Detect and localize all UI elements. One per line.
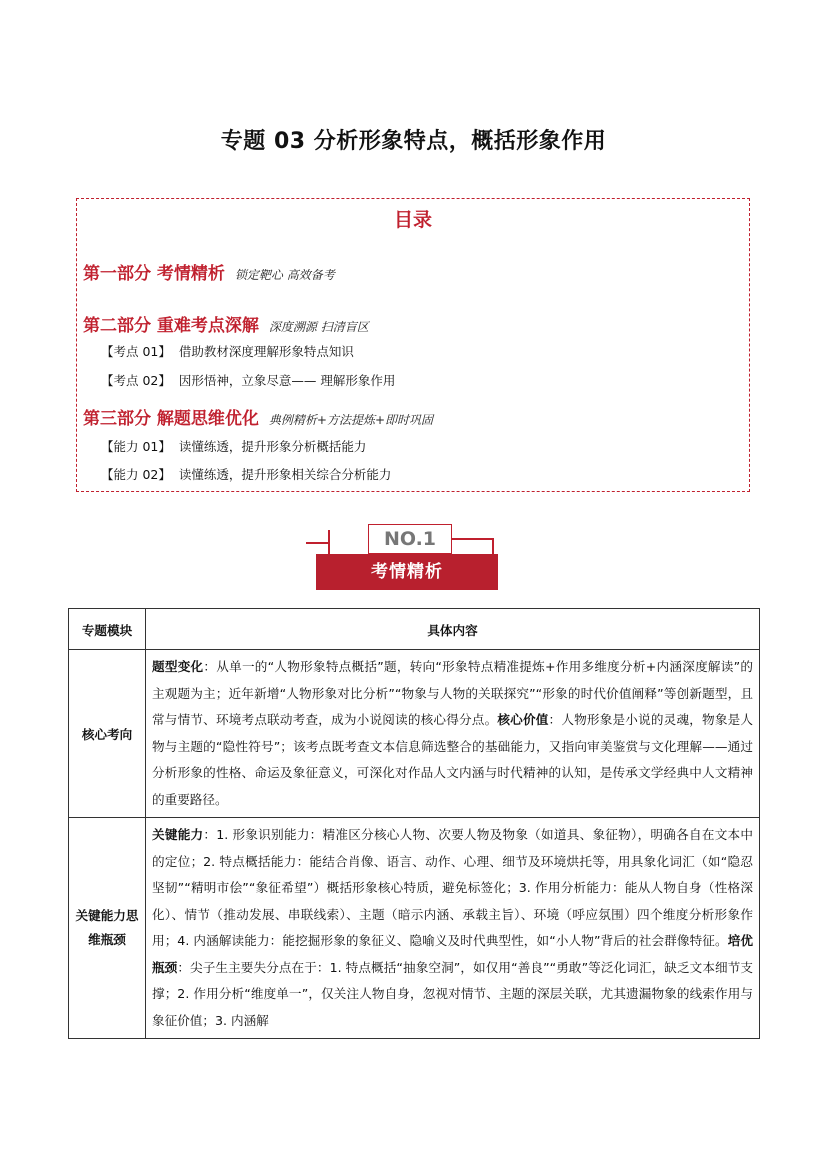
toc-part-label: 第二部分 重难考点深解 <box>83 316 259 336</box>
toc-part-tagline: 典例精析+方法提炼+即时巩固 <box>268 413 434 427</box>
toc-part-3[interactable] <box>83 404 433 429</box>
toc-item-tag: 【能力 02】 <box>101 467 171 482</box>
toc-item-text: 借助教材深度理解形象特点知识 <box>178 344 354 359</box>
body-text: ：1. 形象识别能力：精准区分核心人物、次要人物及物象（如道具、象征物），明确各自在文本中的定位；2. 特点概括能力：能结合肖像、语言、动作、心理、细节及环境烘托等，用具象化词汇（如“隐忍坚韧”“精明市侩”“象征希望”）概括形象核心特质，避免标签化；3. 作用分析能力：能从人物自身（性格深化）、情节（推动发展、串联线索）、主题（暗示内涵、承载主旨）、环境（呼应氛围）四个维度分析形象作用；4. 内涵解读能力：能挖掘形象的象征义、隐喻义及时代典型性，如“小人物”背后的社会群像特征。 <box>152 827 753 948</box>
row-content <box>146 818 760 1039</box>
body-text: ：尖子生主要失分点在于：1. 特点概括“抽象空洞”，如仅用“善良”“勇敢”等泛化词汇，缺乏文本细节支撑；2. 作用分析“维度单一”，仅关注人物自身，忽视对情节、主题的深层关联，尤其遗漏物象的线索作用与象征价值；3. 内涵解 <box>152 959 754 1028</box>
table-row <box>69 818 760 1039</box>
table-header-module: 专题模块 <box>69 609 146 650</box>
keyword: 核心价值 <box>497 712 549 727</box>
banner-label: 考情精析 <box>316 554 498 590</box>
table-of-contents <box>76 198 750 492</box>
toc-item-text: 读懂练透，提升形象分析概括能力 <box>178 439 367 454</box>
banner-line <box>306 542 330 544</box>
page-title: 专题 03 分析形象特点，概括形象作用 <box>220 129 607 154</box>
banner-line <box>452 538 492 540</box>
toc-part-2[interactable] <box>83 311 369 336</box>
toc-part-1[interactable] <box>83 259 335 284</box>
toc-item[interactable] <box>101 342 354 360</box>
toc-item[interactable] <box>101 465 391 483</box>
body-text: ：人物形象是小说的灵魂，物象是人物与主题的“隐性符号”；该考点既考查文本信息筛选整合的基础能力，又指向审美鉴赏与文化理解——通过分析形象的性格、命运及象征意义，可深化对作品人文内涵与时代精神的认知，是传承文学经典中人文精神的重要路径。 <box>152 712 754 807</box>
row-content <box>146 650 760 818</box>
keyword: 培优瓶颈 <box>152 933 754 975</box>
toc-item-tag: 【能力 01】 <box>101 439 171 454</box>
toc-item[interactable] <box>101 437 366 455</box>
table-header-row <box>69 609 760 650</box>
toc-part-tagline: 锁定靶心 高效备考 <box>234 268 335 282</box>
toc-item[interactable] <box>101 371 395 389</box>
table-header-content: 具体内容 <box>146 609 760 650</box>
keyword: 题型变化 <box>152 659 204 674</box>
section-banner <box>306 520 506 596</box>
toc-item-tag: 【考点 02】 <box>101 373 171 388</box>
toc-heading: 目录 <box>393 209 432 231</box>
toc-item-text: 读懂练透，提升形象相关综合分析能力 <box>178 467 392 482</box>
toc-part-tagline: 深度溯源 扫清盲区 <box>268 320 369 334</box>
toc-item-tag: 【考点 01】 <box>101 344 171 359</box>
row-label: 关键能力思维瓶颈 <box>69 818 146 1039</box>
toc-part-label: 第三部分 解题思维优化 <box>83 409 259 429</box>
table-row <box>69 650 760 818</box>
toc-part-label: 第一部分 考情精析 <box>83 264 225 284</box>
body-text: ：从单一的“人物形象特点概括”题，转向“形象特点精准提炼+作用多维度分析+内涵深度解读”的主观题为主；近年新增“人物形象对比分析”“物象与人物的关联探究”“形象的时代价值阐释”等创新题型，且常与情节、环境考点联动考查，成为小说阅读的核心得分点。 <box>152 659 754 727</box>
toc-item-text: 因形悟神，立象尽意—— 理解形象作用 <box>178 373 396 388</box>
row-label: 核心考向 <box>69 650 146 818</box>
content-table <box>68 608 760 1039</box>
keyword: 关键能力 <box>152 827 204 842</box>
banner-number: NO.1 <box>368 524 452 554</box>
